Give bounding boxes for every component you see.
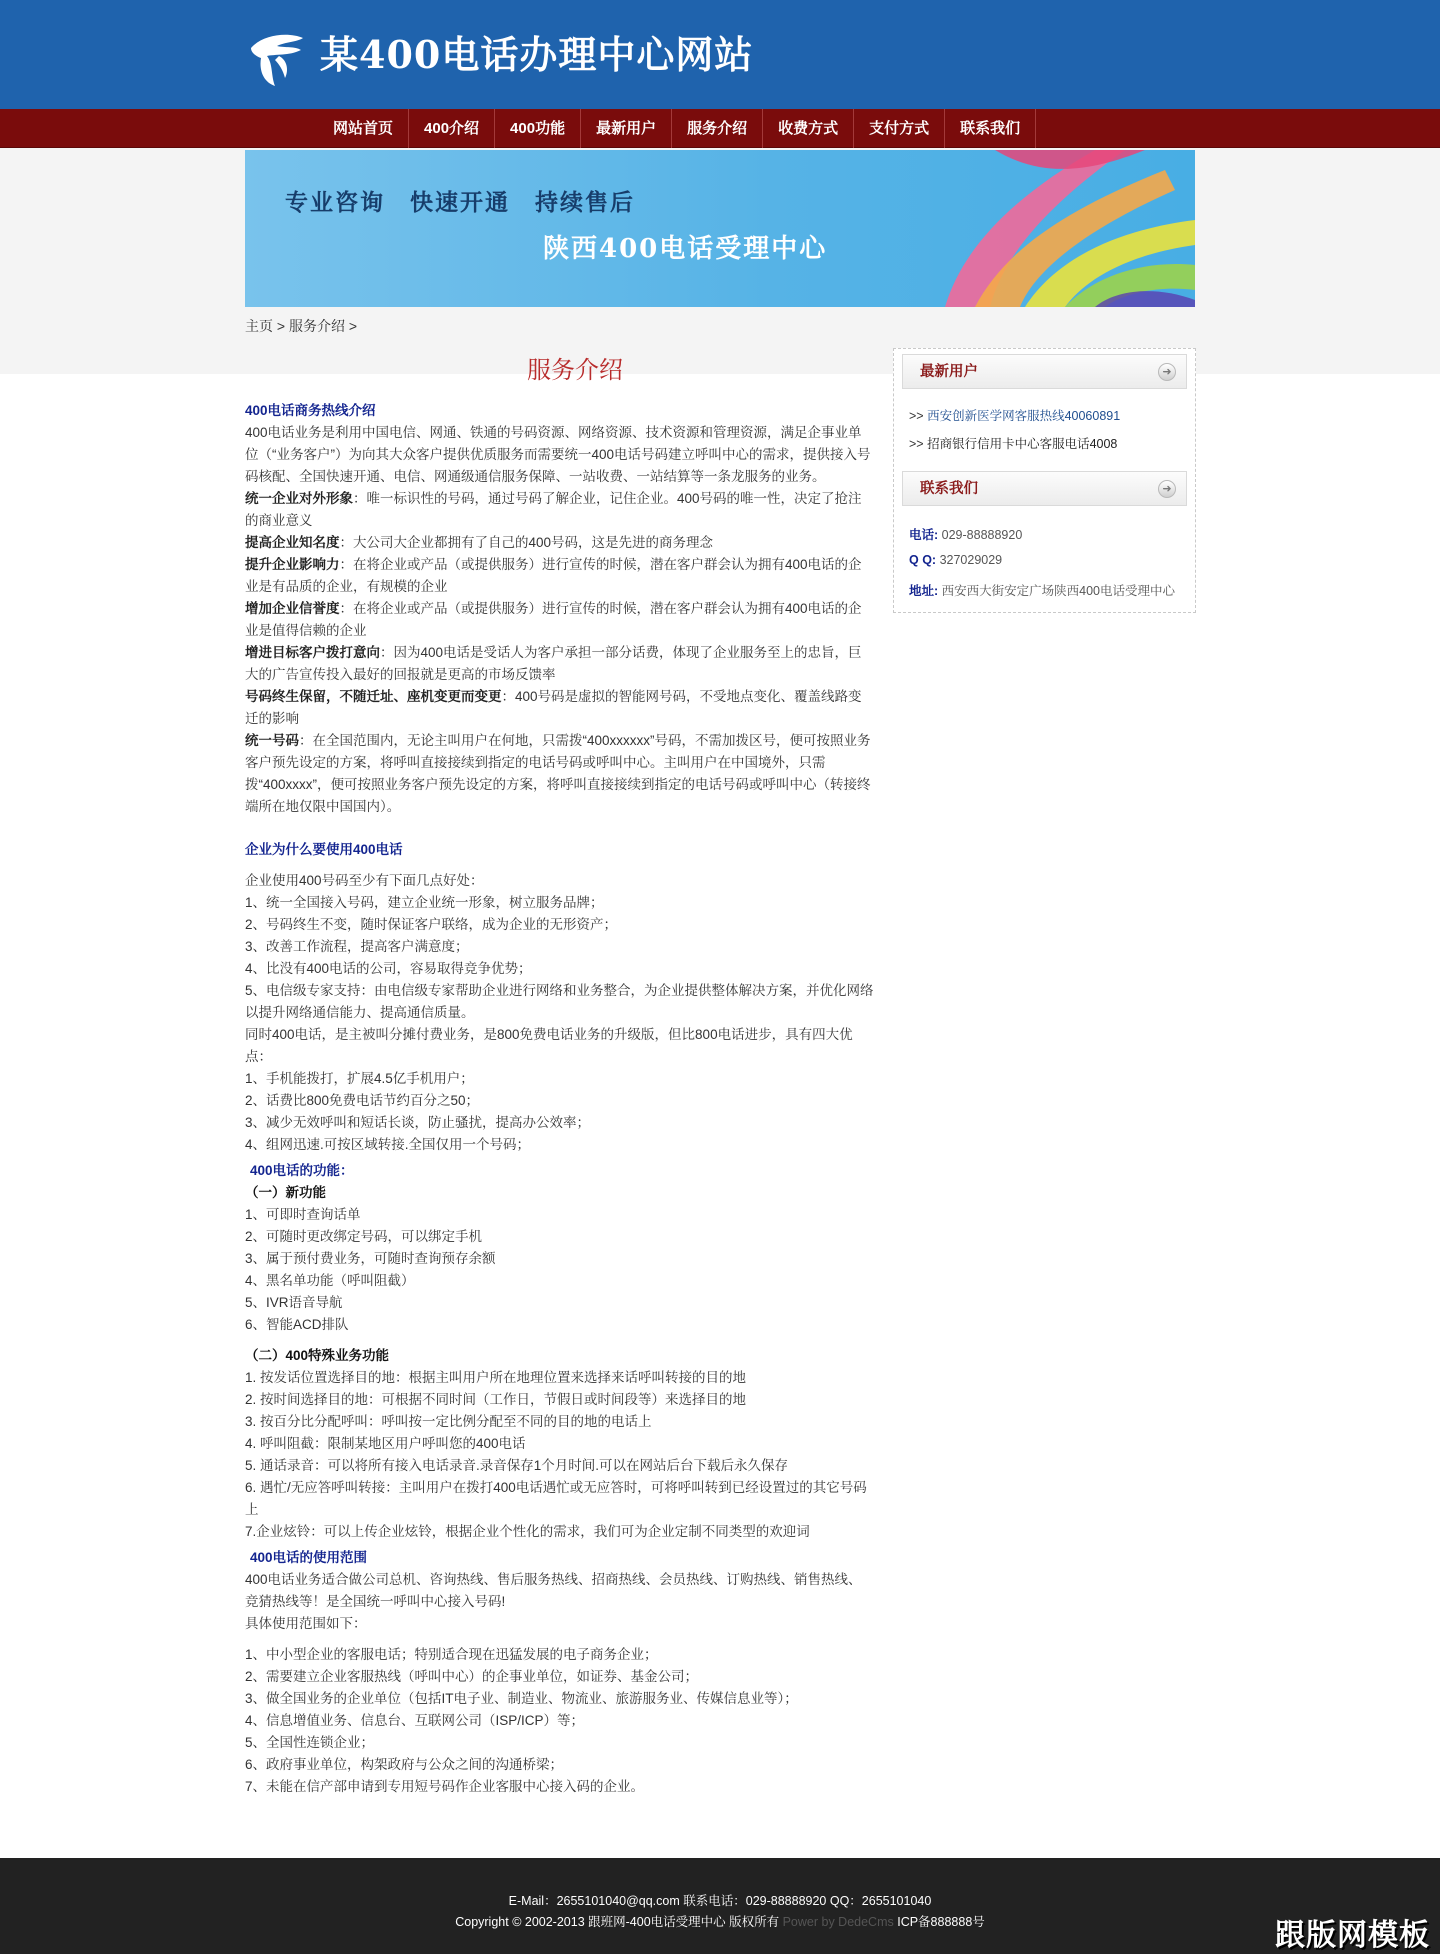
feature-point-text: ：在将企业或产品（或提供服务）进行宣传的时候，潜在客户群会认为拥有400电话的企业是有品质的企业，有规模的企业: [245, 557, 862, 594]
contact-phone: [909, 525, 1022, 543]
list-item: 1、手机能拨打，扩展4.5亿手机用户；: [245, 1071, 474, 1086]
swirl-art-icon: [765, 150, 1195, 307]
site-title: 某400电话办理中心网站: [320, 32, 754, 77]
news-prefix: >>: [909, 437, 928, 451]
feature-point-label: 提高企业知名度: [245, 535, 340, 550]
circle-arrow-right-icon[interactable]: ➜: [1158, 480, 1176, 498]
feature-point-label: 统一企业对外形象: [245, 491, 353, 506]
banner-title: 陕西400电话受理中心: [543, 234, 828, 264]
page-title: 服务介绍: [527, 356, 623, 384]
new-feature-list: [245, 1204, 875, 1336]
breadcrumb-home-link[interactable]: 主页: [245, 318, 273, 334]
contact-phone-label: 电话:: [909, 528, 939, 542]
section-intro: 400电话业务适合做公司总机、咨询热线、售后服务热线、招商热线、会员热线、订购热线、销售热线、竞猜热线等！是全国统一呼叫中心接入号码!: [245, 1572, 862, 1609]
list-item: 4、比没有400电话的公司，容易取得竞争优势；: [245, 961, 532, 976]
list-item: 3、改善工作流程，提高客户满意度；: [245, 939, 469, 954]
list-item: 7、未能在信产部申请到专用短号码作企业客服中心接入码的企业。: [245, 1779, 645, 1794]
contact-address: [909, 581, 1175, 599]
list-item: 企业使用400号码至少有下面几点好处：: [245, 873, 484, 888]
list-item: 2、需要建立企业客服热线（呼叫中心）的企事业单位，如证券、基金公司；: [245, 1669, 699, 1684]
list-item: 5、IVR语音导航: [245, 1295, 343, 1310]
site-header: [0, 0, 1440, 109]
list-item: 5. 通话录音：可以将所有接入电话录音.录音保存1个月时间.可以在网站后台下载后永久保存: [245, 1458, 789, 1473]
telecom-logo-icon[interactable]: [245, 26, 309, 90]
news-link[interactable]: 招商银行信用卡中心客服电话4008: [927, 437, 1118, 451]
list-item: 2、可随时更改绑定号码，可以绑定手机: [245, 1229, 483, 1244]
contact-address-value: 西安西大街安定广场陕西400电话受理中心: [938, 584, 1176, 598]
special-feature-list: [245, 1367, 875, 1543]
feature-point: [245, 532, 875, 554]
contact-address-label: 地址:: [909, 584, 939, 598]
list-item: 2、话费比800免费电话节约百分之50；: [245, 1093, 480, 1108]
list-item: 3、做全国业务的企业单位（包括IT电子业、制造业、物流业、旅游服务业、传媒信息业等）；: [245, 1691, 798, 1706]
feature-point-text: ：大公司大企业都拥有了自己的400号码，这是先进的商务理念: [339, 535, 714, 550]
list-item: 4、信息增值业务、信息台、互联网公司（ISP/ICP）等；: [245, 1713, 585, 1728]
feature-points: [245, 488, 875, 818]
section-title: 400电话的功能：: [250, 1163, 354, 1178]
contact-qq-value: 327029029: [936, 553, 1003, 567]
news-prefix: >>: [909, 409, 928, 423]
list-item: 1、可即时查询话单: [245, 1207, 361, 1222]
feature-point-label: 提升企业影响力: [245, 557, 340, 572]
section-title: 400电话商务热线介绍: [245, 403, 376, 418]
usage-list: [245, 1644, 875, 1798]
feature-point: [245, 730, 875, 818]
list-item: 6. 遇忙/无应答呼叫转接：主叫用户在拨打400电话遇忙或无应答时，可将呼叫转到已经设置过的其它号码上: [245, 1480, 867, 1517]
feature-point-label: 号码终生保留，不随迁址、座机变更而变更: [245, 689, 502, 704]
breadcrumb-separator: >: [273, 318, 289, 334]
nav-list: [318, 109, 1036, 148]
list-item: 4、黑名单功能（呼叫阻截）: [245, 1273, 415, 1288]
nav-item-home[interactable]: 网站首页: [318, 109, 409, 148]
sidebar-header-latest-users: [902, 354, 1187, 389]
news-link[interactable]: 西安创新医学网客服热线40060891: [927, 409, 1121, 423]
contact-phone-value: 029-88888920: [938, 528, 1023, 542]
section-title: 企业为什么要使用400电话: [245, 842, 403, 857]
list-item: 4、组网迅速.可按区域转接.全国仅用一个号码；: [245, 1137, 531, 1152]
list-item: 1、中小型企业的客服电话；特别适合现在迅猛发展的电子商务企业；: [245, 1647, 658, 1662]
feature-point-label: 统一号码: [245, 733, 299, 748]
main-content: [245, 350, 875, 1798]
list-item: 6、政府事业单位，构架政府与公众之间的沟通桥梁；: [245, 1757, 564, 1772]
section-title: 400电话的使用范围: [250, 1550, 368, 1565]
sidebar-header-contact: [902, 471, 1187, 506]
nav-item-latest-users[interactable]: 最新用户: [581, 109, 672, 148]
list-item: 1. 按发话位置选择目的地：根据主叫用户所在地理位置来选择来话呼叫转接的目的地: [245, 1370, 747, 1385]
breadcrumb-current-link[interactable]: 服务介绍: [288, 318, 345, 334]
footer-copyright: [0, 1912, 1440, 1930]
news-item[interactable]: [909, 406, 1120, 424]
feature-point-text: ：在全国范围内，无论主叫用户在何地，只需拨“400xxxxxx”号码，不需加拨区号，便可按照业务客户预先设定的方案，将呼叫直接接续到指定的电话号码或呼叫中心。主叫用户在中国境外，只需拨“400xxxx”，便可按照业务客户预先设定的方案，将呼叫直接接续到指定的电话号码或呼叫中心（转接终端所在地仅限中国国内）。: [245, 733, 871, 814]
feature-point: [245, 598, 875, 642]
list-item: 同时400电话，是主被叫分摊付费业务，是800免费电话业务的升级版，但比800电话进步，具有四大优点：: [245, 1027, 853, 1064]
breadcrumb-separator: >: [344, 318, 358, 334]
feature-point: [245, 686, 875, 730]
list-item: 2. 按时间选择目的地：可根据不同时间（工作日，节假日或时间段等）来选择目的地: [245, 1392, 747, 1407]
list-item: 3、属于预付费业务，可随时查询预存余额: [245, 1251, 496, 1266]
main-nav: [0, 109, 1440, 148]
footer-contact: E-Mail：2655101040@qq.com 联系电话：029-88888920 QQ：2655101040: [508, 1894, 932, 1908]
banner-slogan: 专业咨询 快速开通 持续售后: [285, 189, 635, 216]
list-item: 5、电信级专家支持：由电信级专家帮助企业进行网络和业务整合，为企业提供整体解决方案，并优化网络以提升网络通信能力、提高通信质量。: [245, 983, 874, 1020]
feature-point-text: ：在将企业或产品（或提供服务）进行宣传的时候，潜在客户群会认为拥有400电话的企业是值得信赖的企业: [245, 601, 862, 638]
banner: [245, 150, 1195, 307]
icp-text: ICP备888888号: [893, 1915, 985, 1929]
sidebar: [893, 348, 1196, 613]
contact-qq-label: Q Q:: [909, 553, 937, 567]
nav-item-400-function[interactable]: 400功能: [495, 109, 581, 148]
nav-item-contact[interactable]: 联系我们: [945, 109, 1036, 148]
copyright-text: Copyright © 2002-2013 跟班网-400电话受理中心 版权所有: [455, 1915, 783, 1929]
nav-item-pricing[interactable]: 收费方式: [763, 109, 854, 148]
nav-item-payment[interactable]: 支付方式: [854, 109, 945, 148]
list-item: 3、减少无效呼叫和短话长谈，防止骚扰，提高办公效率；: [245, 1115, 591, 1130]
feature-point-label: 增加企业信誉度: [245, 601, 340, 616]
list-item: 3. 按百分比分配呼叫：呼叫按一定比例分配至不同的目的地的电话上: [245, 1414, 652, 1429]
feature-point-label: 增进目标客户拨打意向: [245, 645, 380, 660]
list-item: 4. 呼叫阻截：限制某地区用户呼叫您的400电话: [245, 1436, 526, 1451]
nav-item-service-intro[interactable]: 服务介绍: [672, 109, 763, 148]
benefit-list: [245, 870, 875, 1156]
sidebar-header-label: 联系我们: [920, 481, 978, 497]
section-intro: 400电话业务是利用中国电信、网通、铁通的号码资源、网络资源、技术资源和管理资源，满足企事业单位（“业务客户”）为向其大众客户提供优质服务而需要统一400电话号码建立呼叫中心的需求，提供接入号码核配、全国快速开通、电信、网通级通信服务保障、一站收费、一站结算等一条龙服务的业务。: [245, 425, 871, 484]
feature-point: [245, 642, 875, 686]
nav-item-400-intro[interactable]: 400介绍: [409, 109, 495, 148]
sidebar-header-label: 最新用户: [920, 364, 978, 380]
watermark-logo: 跟版网模板: [1275, 1918, 1430, 1953]
contact-qq: [909, 553, 1002, 567]
feature-point: [245, 554, 875, 598]
list-item: 1、统一全国接入号码，建立企业统一形象，树立服务品牌；: [245, 895, 604, 910]
section-lead: 具体使用范围如下：: [245, 1616, 367, 1631]
feature-point: [245, 488, 875, 532]
list-item: 5、全国性连锁企业；: [245, 1735, 375, 1750]
breadcrumb: [245, 316, 357, 336]
feature-point-text: ：因为400电话是受话人为客户承担一部分话费，体现了企业服务至上的忠旨，巨大的广告宣传投入最好的回报就是更高的市场反馈率: [245, 645, 862, 682]
list-item: 7.企业炫铃：可以上传企业炫铃，根据企业个性化的需求，我们可为企业定制不同类型的欢迎词: [245, 1524, 810, 1539]
sub-title: （二）400特殊业务功能: [245, 1348, 390, 1363]
feature-point-text: ：400号码是虚拟的智能网号码，不受地点变化、覆盖线路变迁的影响: [245, 689, 862, 726]
sub-title: （一）新功能: [245, 1185, 326, 1200]
site-footer: [0, 1858, 1440, 1954]
list-item: 6、智能ACD排队: [245, 1317, 349, 1332]
news-item[interactable]: [909, 434, 1117, 452]
list-item: 2、号码终生不变，随时保证客户联络，成为企业的无形资产；: [245, 917, 618, 932]
circle-arrow-right-icon[interactable]: ➜: [1158, 363, 1176, 381]
powered-by-link[interactable]: Power by DedeCms: [782, 1915, 894, 1929]
feature-point-text: ：唯一标识性的号码，通过号码了解企业，记住企业。400号码的唯一性，决定了抢注的商业意义: [245, 491, 862, 528]
